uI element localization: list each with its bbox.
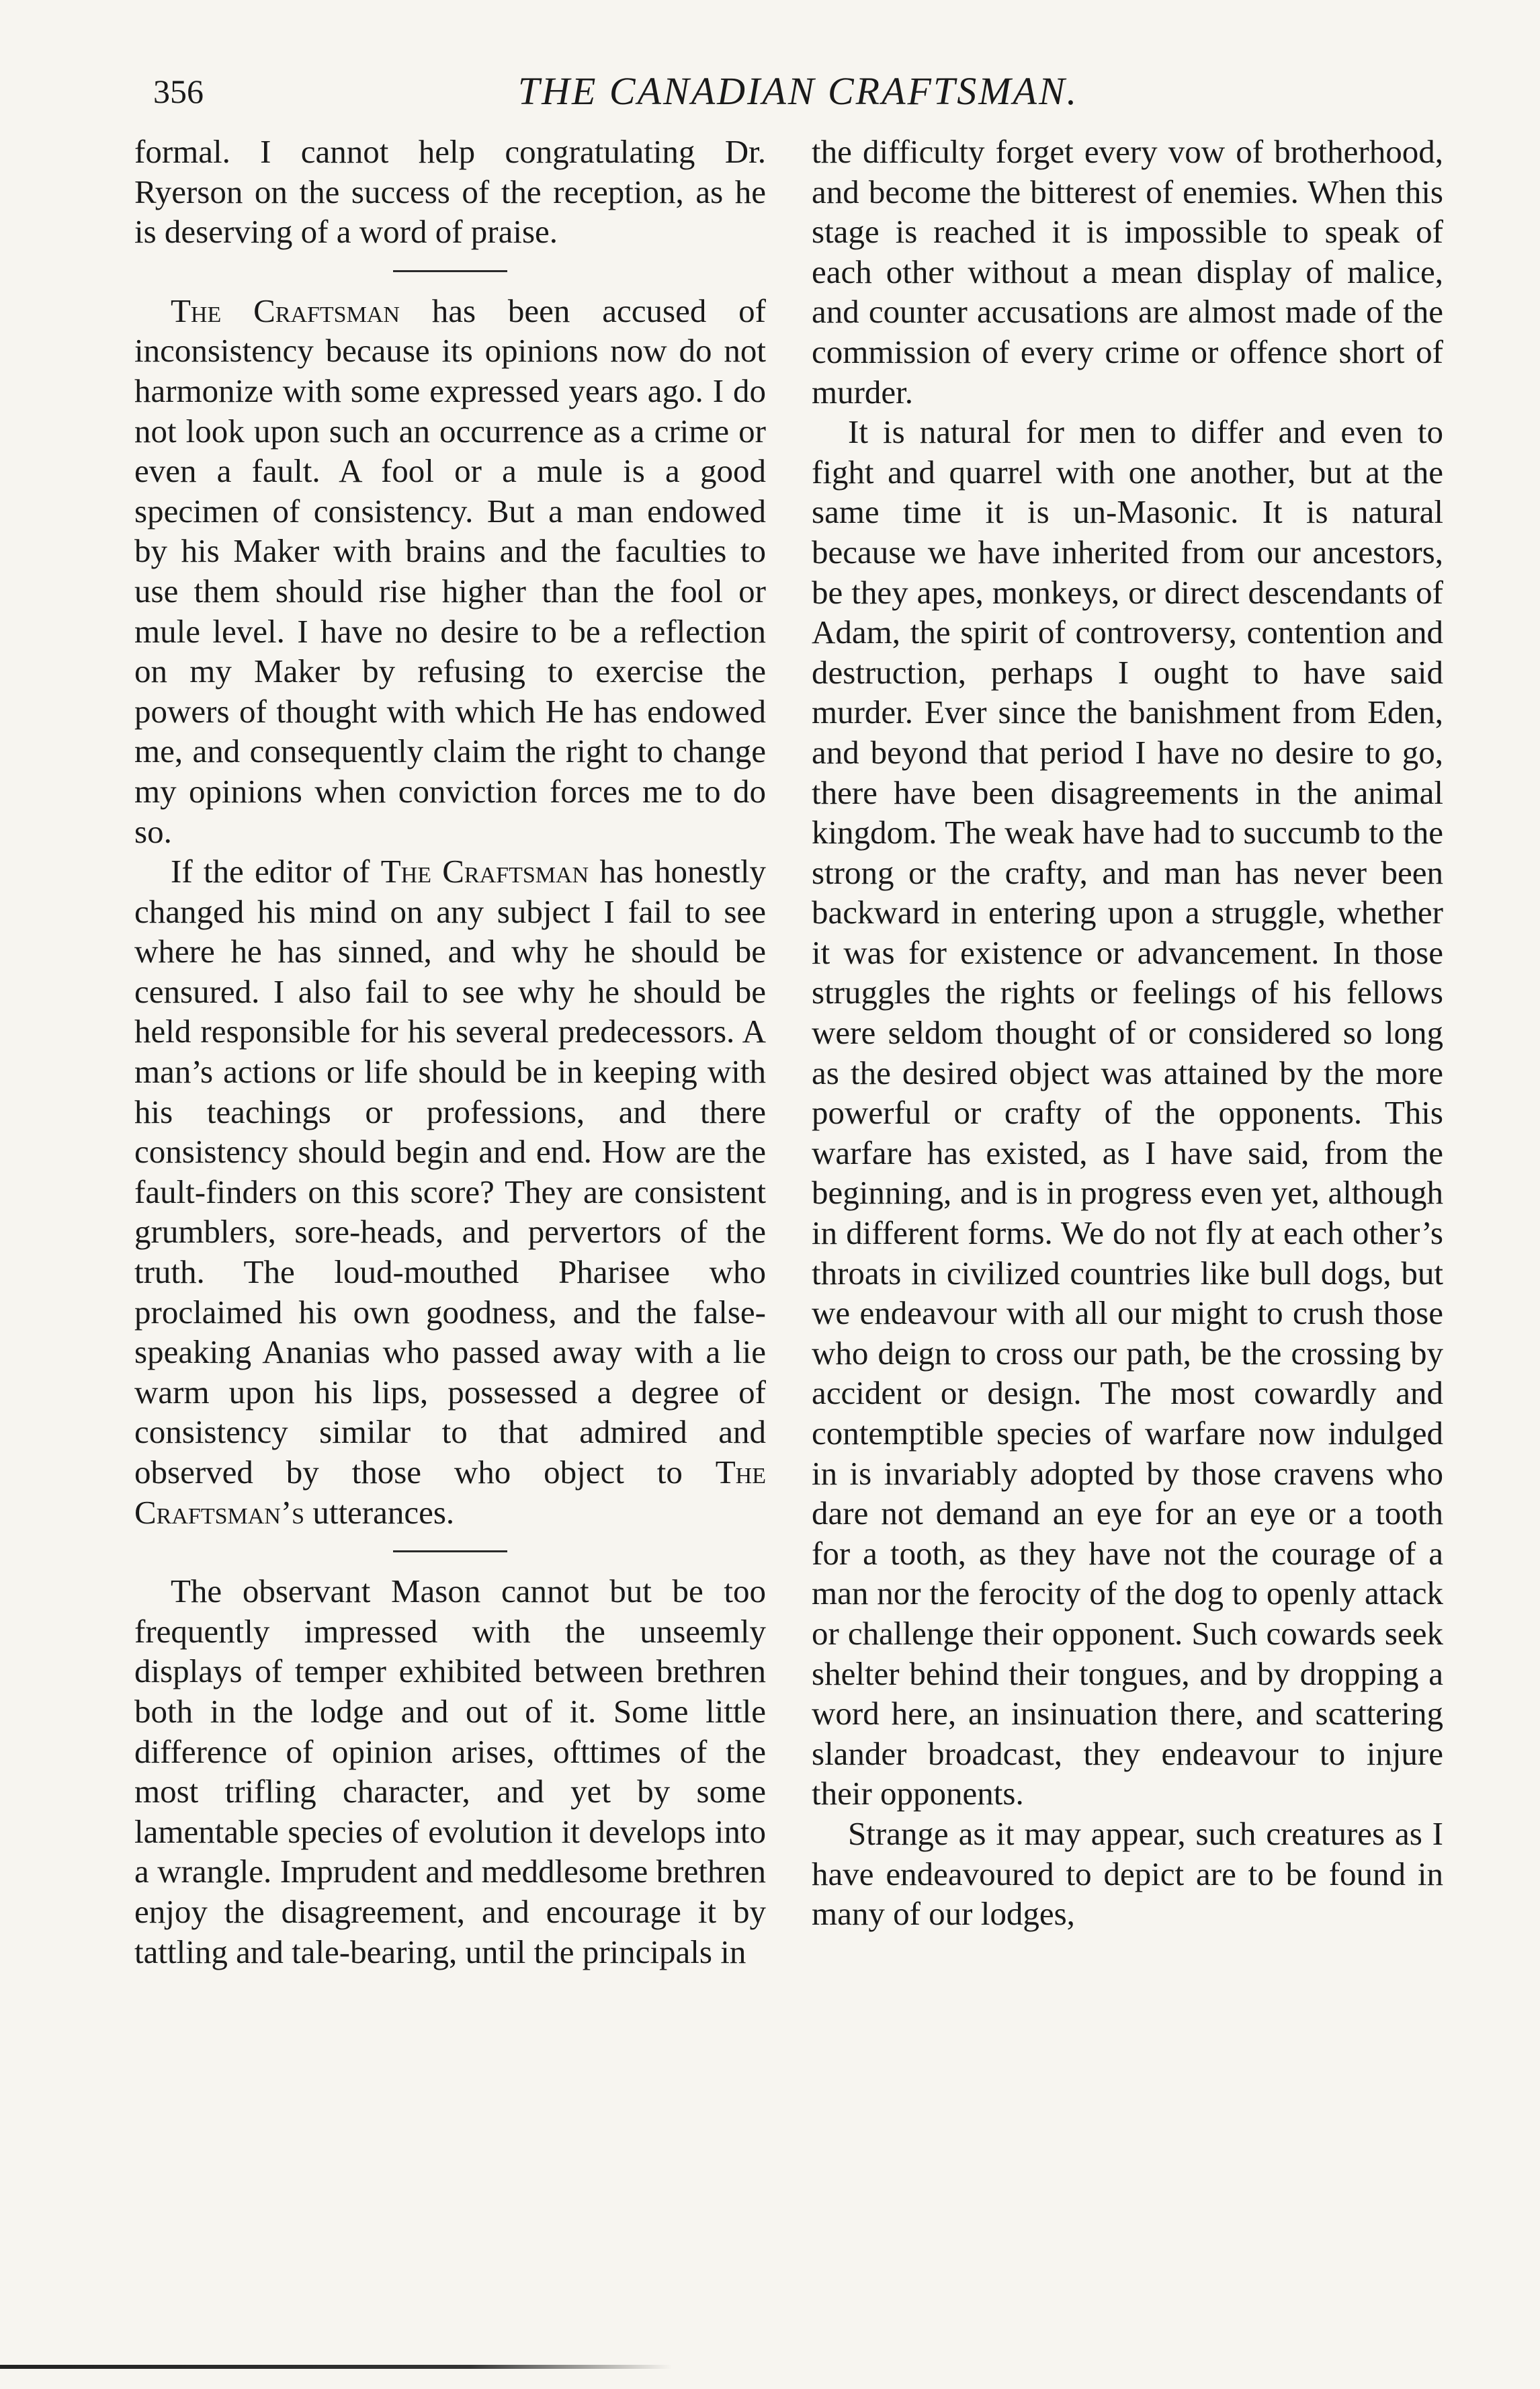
running-title: THE CANADIAN CRAFTSMAN.	[517, 69, 1079, 113]
paragraph	[134, 851, 766, 1532]
page-header	[153, 65, 1443, 118]
paragraph: The observant Mason cannot but be too frequently impressed with the unseemly displays of temper exhibited between brethren both in the lodge and out of it. Some little difference of opinion arises, ofttimes of the most trifling character, and yet by some lamentable species of evolution it develops into a wrangle. Imprudent and meddlesome brethren enjoy the disagreement, and encourage it by tattling and tale-bearing, until the principals in	[134, 1573, 766, 1970]
publication-name: The Craftsman’s	[134, 1454, 766, 1531]
left-column	[134, 132, 766, 1972]
section-divider	[393, 270, 507, 272]
paragraph-text: has been accused of inconsistency because its opinions now do not harmonize with some expressed years ago. I do not look upon such an occurrence as a crime or even a fault. A fool or a mule is a good specimen of consistency. But a man endowed by his Maker with brains and the faculties to use them should rise higher than the fool or mule level. I have no desire to be a reflection on my Maker by refusing to exercise the powers of thought with which He has endowed me, and consequently claim the right to change my opinions when conviction forces me to do so.	[134, 292, 766, 850]
right-column	[812, 132, 1443, 1934]
publication-name: The Craftsman	[171, 292, 400, 329]
section-divider	[393, 1550, 507, 1552]
paragraph: formal. I cannot help congratulating Dr. Ryerson on the success of the reception, as he is deserving of a word of praise.	[134, 133, 766, 251]
paragraph-text: utterances.	[304, 1493, 455, 1531]
paragraph-text: has honestly changed his mind on any subject I fail to see where he has sinned, and why he should be censured. I also fail to see why he should be held responsible for his several predecessors. A man’s actions or life should be in keeping with his teachings or professions, and there consistency should begin and end. How are the fault-finders on this score? They are consistent grumblers, sore-heads, and pervertors of the truth. The loud-mouthed Pharisee who proclaimed his own goodness, and the false-speaking Ananias who passed away with a lie warm upon his lips, possessed a degree of consistency similar to that admired and observed by those who object to	[134, 853, 767, 1491]
paragraph	[134, 291, 766, 851]
paragraph: the difficulty forget every vow of brotherhood, and become the bitterest of enemies. When this stage is reached it is impossible to speak of each other without a mean display of malice, and counter accusations are almost made of the commission of every crime or offence short of murder.	[812, 133, 1443, 411]
publication-name: The Craftsman	[380, 853, 589, 890]
page-number: 356	[153, 73, 204, 110]
scan-edge-mark	[0, 2365, 672, 2369]
paragraph: Strange as it may appear, such creatures as I have endeavoured to depict are to be found in many of our lodges,	[812, 1814, 1443, 1933]
paragraph: It is natural for men to differ and even to fight and quarrel with one another, but at the same time it is un-Masonic. It is natural because we have inherited from our ancestors, be they apes, monkeys, or direct descendants of Adam, the spirit of controversy, contention and destruction, perhaps I ought to have said murder. Ever since the banishment from Eden, and beyond that period I have no desire to go, there have been disagreements in the animal kingdom. The weak have had to succumb to the strong or the crafty, and man has never been backward in entering upon a struggle, whether it was for existence or advancement. In those struggles the rights or feelings of his fellows were seldom thought of or considered so long as the desired object was attained by the more powerful or crafty of the opponents. This warfare has existed, as I have said, from the beginning, and is in progress even yet, although in different forms. We do not fly at each other’s throats in civilized countries like bull dogs, but we endeavour with all our might to crush those who deign to cross our path, be the crossing by accident or design. The most cowardly and contemptible species of warfare now indulged in is invariably adopted by those cravens who dare not demand an eye for an eye or a tooth for a tooth, as they have not the courage of a man nor the ferocity of the dog to openly attack or challenge their opponent. Such cowards seek shelter behind their tongues, and by dropping a word here, an insinuation there, and scattering slander broadcast, they endeavour to injure their opponents.	[812, 413, 1443, 1812]
paragraph-text: If the editor of	[171, 853, 381, 890]
